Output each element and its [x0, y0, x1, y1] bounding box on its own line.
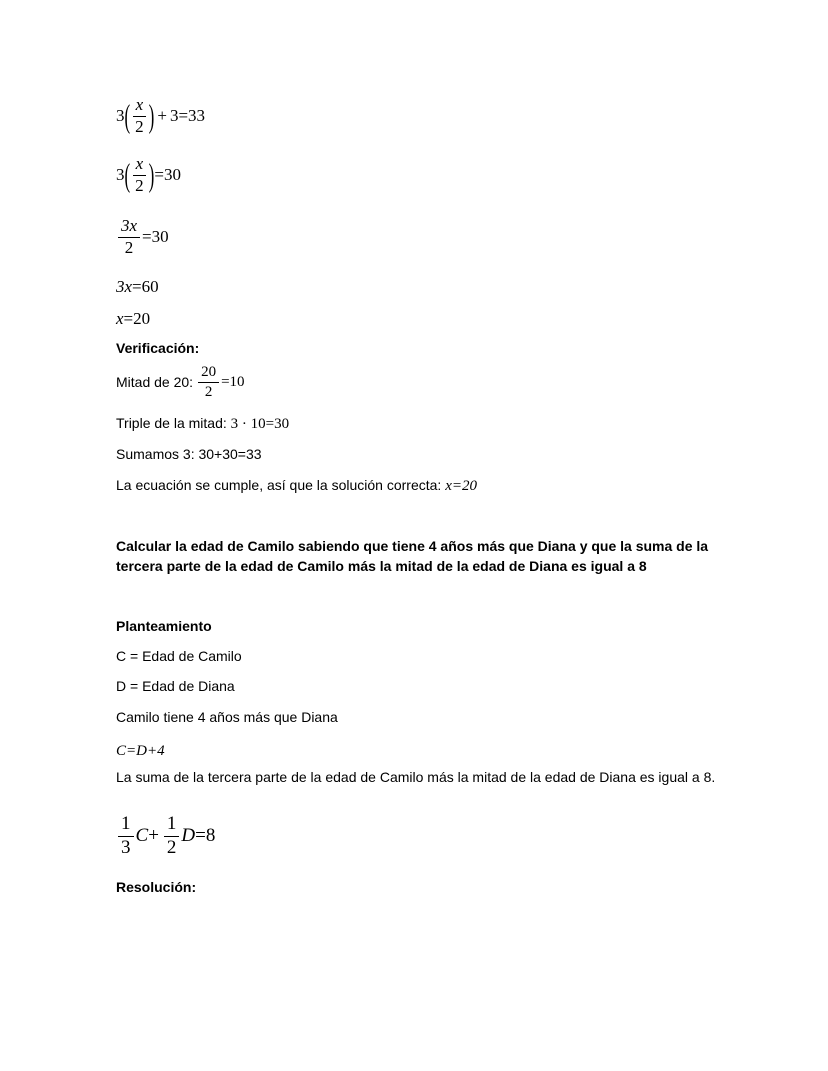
open-paren-icon: (	[124, 157, 131, 194]
half-fraction-num: 20	[198, 364, 219, 383]
eq1-rhs: 33	[188, 106, 206, 126]
definition-c: C = Edad de Camilo	[116, 648, 242, 664]
verification-triple-line	[116, 413, 289, 434]
open-paren-icon: (	[124, 98, 131, 135]
rel2-fraction-1-den: 3	[121, 836, 131, 858]
half-fraction	[198, 364, 219, 400]
rel2-fraction-2-num: 1	[164, 814, 180, 837]
half-fraction-den: 2	[204, 383, 213, 400]
problem-statement: Calcular la edad de Camilo sabiendo que tiene 4 años más que Diana y que la suma de la tercera parte de la edad de Camilo más la mitad de la edad de Diana es igual a 8	[116, 538, 709, 574]
triple-label: Triple de la mitad:	[116, 415, 227, 431]
eq1-rest: 3	[169, 106, 179, 126]
eq3-fraction	[118, 217, 140, 257]
rel2-op: +	[148, 825, 159, 847]
eq3-fraction-den: 2	[124, 237, 134, 257]
rel2-fraction-1-num: 1	[118, 814, 134, 837]
eq3-rhs: 30	[151, 227, 169, 247]
resolucion-heading: Resolución:	[116, 879, 197, 895]
verification-conclusion-line	[116, 475, 477, 496]
eq5-rhs: 20	[133, 309, 151, 328]
rel2-fraction-2-den: 2	[166, 836, 177, 858]
half-result: =10	[221, 374, 245, 390]
eq2-coef: 3	[116, 165, 125, 185]
rel2-fraction-2	[164, 814, 180, 859]
eq5-lhs: x	[116, 309, 124, 328]
equation-step-1	[116, 96, 205, 136]
half-label: Mitad de 20:	[116, 374, 194, 390]
eq5-eq: =	[123, 309, 134, 328]
eq3-fraction-num: 3x	[118, 217, 140, 238]
eq1-fraction	[132, 96, 147, 136]
eq1-fraction-num: x	[133, 96, 147, 117]
eq2-fraction-den: 2	[135, 175, 144, 195]
equation-step-4	[116, 277, 159, 297]
eq4-eq: =	[132, 277, 142, 296]
rel2-var-d: D	[181, 825, 196, 847]
eq1-eq: =	[178, 106, 189, 126]
rel2-rhs: =8	[195, 825, 216, 847]
relation-1-text: Camilo tiene 4 años más que Diana	[116, 709, 338, 725]
relation-2-text: La suma de la tercera parte de la edad de Camilo más la mitad de la edad de Diana es igual a 8.	[116, 769, 716, 785]
eq1-fraction-den: 2	[135, 116, 144, 136]
close-paren-icon: )	[148, 157, 155, 194]
eq4-lhs: 3x	[116, 277, 133, 296]
rel2-var-c: C	[135, 825, 149, 847]
eq4-rhs: 60	[141, 277, 159, 296]
conclusion-text: La ecuación se cumple, así que la solución correcta:	[116, 477, 442, 493]
verification-half-line	[116, 364, 245, 400]
equation-step-5	[116, 309, 150, 329]
definition-d: D = Edad de Diana	[116, 678, 235, 694]
equation-step-3	[116, 217, 169, 257]
verification-heading: Verificación:	[116, 340, 200, 356]
rel2-fraction-1	[118, 814, 134, 859]
verification-sum-line: Sumamos 3: 30+30=33	[116, 446, 262, 462]
triple-math: 3 · 10=30	[230, 416, 290, 432]
equation-step-2	[116, 155, 181, 195]
eq1-coef: 3	[116, 106, 125, 126]
eq3-eq: =	[142, 227, 152, 247]
eq2-eq: =	[154, 165, 164, 185]
planteamiento-heading: Planteamiento	[116, 618, 212, 634]
eq2-fraction	[132, 155, 147, 195]
relation-1-math: C=D+4	[116, 743, 165, 759]
eq2-rhs: 30	[163, 165, 181, 185]
close-paren-icon: )	[148, 98, 155, 135]
relation-2-equation	[116, 814, 215, 859]
conclusion-math: x=20	[445, 478, 477, 494]
eq2-fraction-num: x	[133, 155, 147, 176]
eq1-op: +	[157, 106, 167, 126]
